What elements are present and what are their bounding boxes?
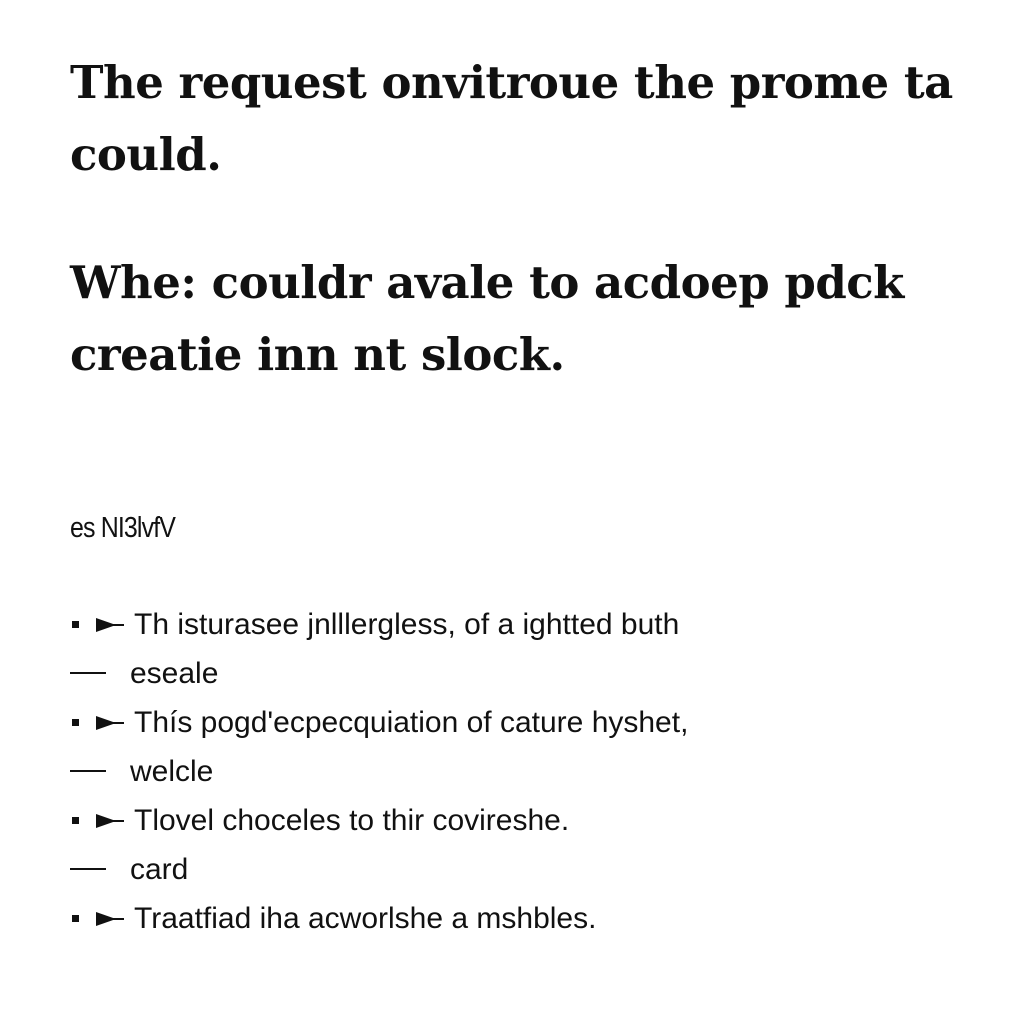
- dash-bullet-icon: [70, 868, 106, 870]
- heading-1-line-1: The request onvitroue the prome ta: [70, 56, 953, 109]
- square-bullet-icon: [72, 621, 79, 628]
- list-item-text: Th isturasee jnlllergless, of a ightted buth: [134, 608, 680, 641]
- arrow-bullet-icon: [96, 912, 116, 926]
- dash-bullet-icon: [70, 770, 106, 772]
- list-item-dash: [0, 845, 1024, 894]
- list-item-text: Tlovel choceles to thir covireshe.: [134, 804, 570, 837]
- list-item-bullet: [0, 894, 1024, 943]
- list-item-bullet: [0, 796, 1024, 845]
- heading-2-line-1: Whe: couldr avale to acdoep pdck: [70, 256, 904, 309]
- list-item-text: Thís pogd'ecpecquiation of cature hyshet,: [134, 706, 689, 739]
- list-item-text: Traatfiad iha acworlshe a mshbles.: [134, 902, 597, 935]
- list-item-dash: [0, 649, 1024, 698]
- dash-bullet-icon: [70, 672, 106, 674]
- heading-1-line-2: could.: [70, 128, 222, 181]
- heading-2-line-2: creatie inn nt slock.: [70, 328, 565, 381]
- list-item-dash: [0, 747, 1024, 796]
- square-bullet-icon: [72, 915, 79, 922]
- arrow-bullet-icon: [96, 814, 116, 828]
- heading-2: [70, 247, 970, 391]
- square-bullet-icon: [72, 719, 79, 726]
- arrow-bullet-icon: [96, 716, 116, 730]
- section-label: es NI3lvfV: [70, 512, 176, 544]
- arrow-bullet-icon: [96, 618, 116, 632]
- list-item-bullet: [0, 600, 1024, 649]
- list-item-text: welcle: [130, 755, 214, 788]
- heading-1: [70, 47, 970, 191]
- list-item-text: eseale: [130, 657, 219, 690]
- square-bullet-icon: [72, 817, 79, 824]
- list-item-bullet: [0, 698, 1024, 747]
- list-item-text: card: [130, 853, 189, 886]
- bullet-list: [0, 600, 1024, 943]
